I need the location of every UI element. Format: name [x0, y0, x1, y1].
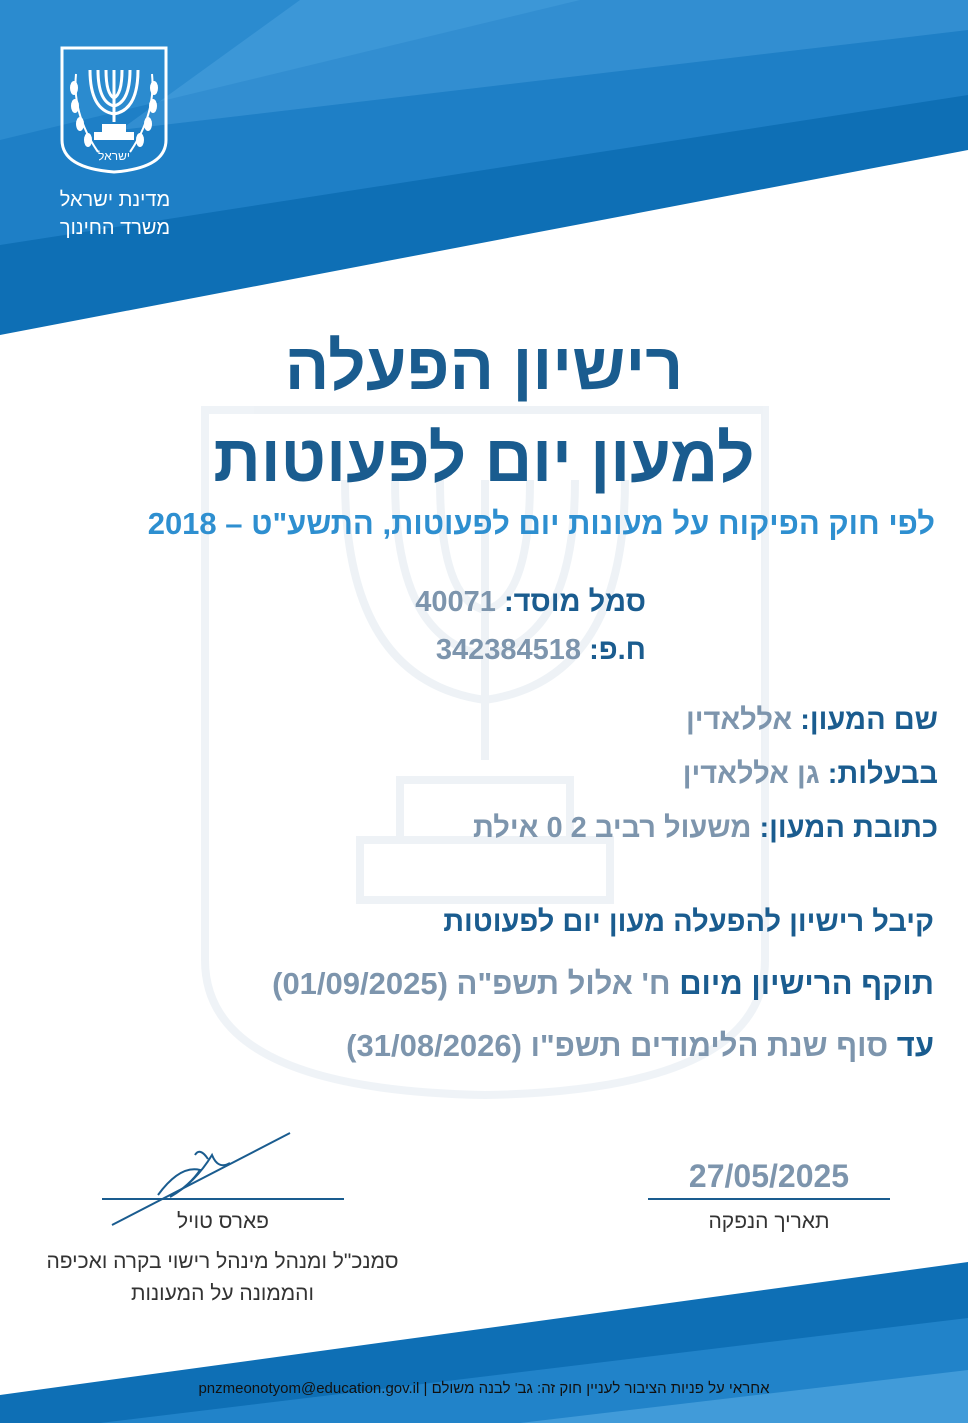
- company-id-label: ח.פ:: [589, 634, 646, 666]
- signature-line: [102, 1198, 344, 1200]
- emblem-text: ישראל: [98, 149, 130, 163]
- signer-title-line-2: והממונה על המעונות: [131, 1282, 314, 1305]
- issue-date-label: תאריך הנפקה: [708, 1210, 830, 1233]
- title-line-1: רישיון הפעלה: [284, 329, 684, 403]
- signer-title-line-1: סמנכ"ל ומנהל מינהל רישוי בקרה ואכיפה: [46, 1250, 399, 1273]
- owner-value: גן אללאדין: [682, 758, 820, 790]
- valid-from-row: [272, 966, 934, 1002]
- company-id-value: 342384518: [435, 634, 581, 666]
- owner-label: בבעלות:: [827, 758, 938, 790]
- valid-until-value: סוף שנת הלימודים תשפ"ו (31/08/2026): [346, 1028, 889, 1063]
- valid-from-label: תוקף הרישיון מיום: [679, 966, 934, 1001]
- ministry-block: [40, 186, 190, 242]
- state-emblem: [58, 44, 170, 176]
- country-name: מדינת ישראל: [59, 189, 171, 211]
- institution-code-label: סמל מוסד:: [504, 586, 646, 618]
- daycare-name-value: אללאדין: [685, 704, 793, 736]
- footer-contact: אחראי על פניות הציבור לעניין חוק זה: גב' לבנה משולם | pnzmeonotyom@education.gov.il: [198, 1380, 770, 1397]
- valid-until-row: [346, 1028, 934, 1064]
- daycare-name-row: [686, 704, 938, 737]
- institution-code-row: [415, 586, 646, 619]
- institution-code-value: 40071: [415, 586, 496, 618]
- menorah-emblem-icon: [58, 44, 170, 176]
- law-reference: לפי חוק הפיקוח על מעונות יום לפעוטות, התשע"ט – 2018: [147, 506, 935, 541]
- issue-date: 27/05/2025: [688, 1158, 850, 1194]
- valid-from-value: ח' אלול תשפ"ה (01/09/2025): [272, 966, 671, 1001]
- issue-date-line: [648, 1198, 890, 1200]
- address-label: כתובת המעון:: [759, 812, 938, 844]
- daycare-name-label: שם המעון:: [800, 704, 938, 736]
- address-value: משעול רביב 2 0 אילת: [473, 812, 752, 844]
- license-received: קיבל רישיון להפעלה מעון יום לפעוטות: [443, 906, 934, 938]
- title-line-2: למעון יום לפעוטות: [213, 421, 755, 495]
- signer-title: [0, 1246, 445, 1310]
- address-row: [473, 812, 938, 845]
- company-id-row: [436, 634, 646, 667]
- owner-row: [683, 758, 938, 791]
- ministry-name: משרד החינוך: [59, 217, 171, 239]
- signer-name: פארס טויל: [177, 1210, 269, 1233]
- valid-until-label: עד: [896, 1028, 934, 1063]
